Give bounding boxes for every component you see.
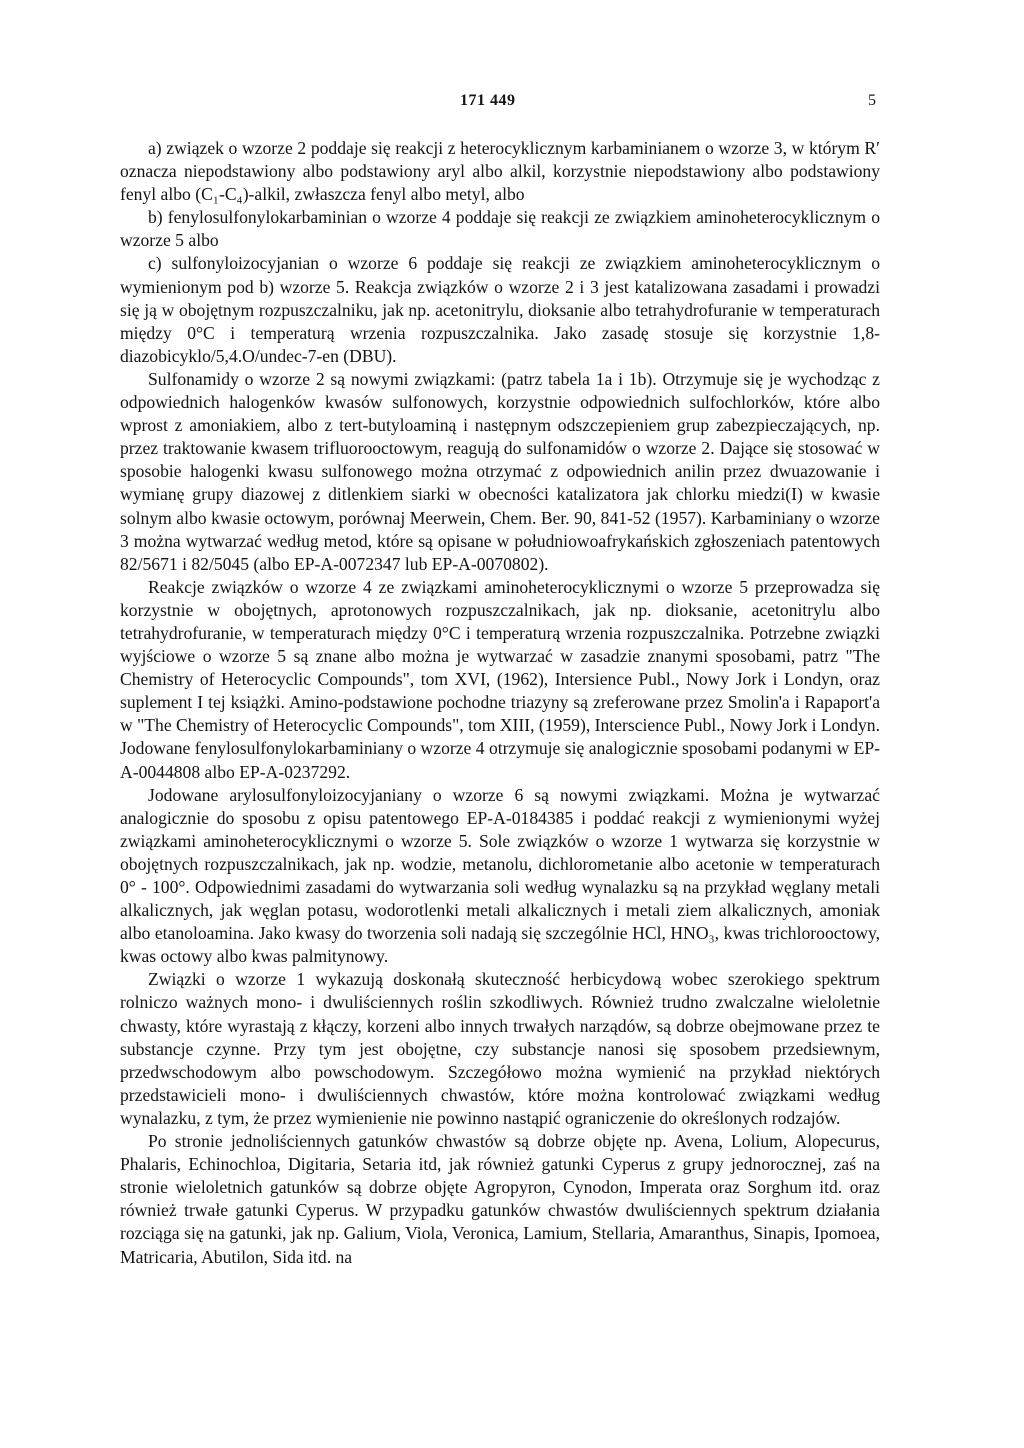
- paragraph-reactions: Reakcje związków o wzorze 4 ze związkami aminoheterocyklicznymi o wzorze 5 przeprowadza się korzystnie w obojętnych, aprotonowych rozpuszczalnikach, jak np. dioksanie, acetonitrylu albo tetrahydrofuranie, w temperaturach między 0°C i temperaturą wrzenia rozpuszczalnika. Potrzebne związki wyjściowe o wzorze 5 są znane albo można je wytwarzać w zasadzie znanymi sposobami, patrz "The Chemistry of Heterocyclic Compounds", tom XVI, (1962), Intersience Publ., Nowy Jork i Londyn, oraz suplement I tej książki. Amino-podstawione pochodne triazyny są zreferowane przez Smolin'a i Rapaport'a w "The Chemistry of Heterocyclic Compounds", tom XIII, (1959), Interscience Publ., Nowy Jork i Londyn. Jodowane fenylosulfonylokarbaminiany o wzorze 4 otrzymuje się analogicznie sposobami podanymi w EP-A-0044808 albo EP-A-0237292.: [120, 576, 880, 782]
- document-body: [120, 137, 880, 1269]
- page-header: [0, 92, 1024, 116]
- patent-number: 171 449: [460, 92, 516, 109]
- paragraph-weed-species: Po stronie jednoliściennych gatunków chwastów są dobrze objęte np. Avena, Lolium, Alopecurus, Phalaris, Echinochloa, Digitaria, Setaria itd, jak również gatunki Cyperus z grupy jednorocznej, zaś na stronie wieloletnich gatunków są dobrze objęte Agropyron, Cynodon, Imperata oraz Sorghum itd. oraz również trwałe gatunki Cyperus. W przypadku gatunków chwastów dwuliściennych spektrum działania rozciąga się na gatunki, jak np. Galium, Viola, Veronica, Lamium, Stellaria, Amaranthus, Sinapis, Ipomoea, Matricaria, Abutilon, Sida itd. na: [120, 1131, 880, 1267]
- paragraph-variant-c: c) sulfonyloizocyjanian o wzorze 6 poddaje się reakcji ze związkiem aminoheterocyklicznym o wymienionym pod b) wzorze 5. Reakcja związków o wzorze 2 i 3 jest katalizowana zasadami i prowadzi się ją w obojętnym rozpuszczalniku, jak np. acetonitrylu, dioksanie albo tetrahydrofuranie w temperaturach między 0°C i temperaturą wrzenia rozpuszczalnika. Jako zasadę stosuje się korzystnie 1,8-diazobicyklo/5,4.O/undec-7-en (DBU).: [120, 253, 880, 366]
- paragraph-variant-b: b) fenylosulfonylokarbaminian o wzorze 4 poddaje się reakcji ze związkiem aminoheterocyklicznym o wzorze 5 albo: [120, 207, 880, 251]
- paragraph-sulfonamides: Sulfonamidy o wzorze 2 są nowymi związkami: (patrz tabela 1a i 1b). Otrzymuje się je wychodząc z odpowiednich halogenków kwasów sulfonowych, korzystnie odpowiednich sulfochlorków, które albo wprost z amoniakiem, albo z tert-butyloaminą i następnym odszczepieniem grup zabezpieczających, np. przez traktowanie kwasem trifluorooctowym, reagują do sulfonamidów o wzorze 2. Dające się stosować w sposobie halogenki kwasu sulfonowego można otrzymać z odpowiednich anilin przez dwuazowanie i wymianę grupy diazowej z ditlenkiem siarki w obecności katalizatora jak chlorku miedzi(I) w kwasie solnym albo kwasie octowym, porównaj Meerwein, Chem. Ber. 90, 841-52 (1957). Karbaminiany o wzorze 3 można wytwarzać według metod, które są opisane w południowoafrykańskich zgłoszeniach patentowych 82/5671 i 82/5045 (albo EP-A-0072347 lub EP-A-0070802).: [120, 368, 880, 574]
- paragraph-herbicidal-activity: Związki o wzorze 1 wykazują doskonałą skuteczność herbicydową wobec szerokiego spektrum rolniczo ważnych mono- i dwuliściennych roślin szkodliwych. Również trudno zwalczalne wieloletnie chwasty, które wyrastają z kłączy, korzeni albo innych trwałych narządów, są dobrze obejmowane przez te substancje czynne. Przy tym jest obojętne, czy substancje nanosi się sposobem przedsiewnym, przedwschodowym albo powschodowym. Szczegółowo można wymienić na przykład niektórych przedstawicieli mono- i dwuliściennych chwastów, które można kontrolować związkami według wynalazku, z tym, że przez wymienienie nie powinno nastąpić ograniczenie do określonych rodzajów.: [120, 969, 880, 1128]
- paragraph-isocyanates: Jodowane arylosulfonyloizocyjaniany o wzorze 6 są nowymi związkami. Można je wytwarzać analogicznie do sposobu z opisu patentowego EP-A-0184385 i poddać reakcji z wymienionymi wyżej związkami aminoheterocyklicznymi o wzorze 5. Sole związków o wzorze 1 wytwarza się korzystnie w obojętnych rozpuszczalnikach, jak np. wodzie, metanolu, dichlorometanie albo acetonie w temperaturach 0° - 100°. Odpowiednimi zasadami do wytwarzania soli według wynalazku są na przykład węglany metali alkalicznych, jak węglan potasu, wodorotlenki metali alkalicznych i metali ziem alkalicznych, amoniak albo etanoloamina. Jako kwasy do tworzenia soli nadają się szczególnie HCl, HNO₃, kwas trichlorooctowy, kwas octowy albo kwas palmitynowy.: [120, 784, 880, 967]
- page-number: 5: [868, 92, 876, 109]
- paragraph-variant-a: a) związek o wzorze 2 poddaje się reakcji z heterocyklicznym karbaminianem o wzorze 3, w którym R′ oznacza niepodstawiony albo podstawiony aryl albo alkil, korzystnie niepodstawiony albo podstawiony fenyl albo (C₁-C₄)-alkil, zwłaszcza fenyl albo metyl, albo: [120, 138, 880, 205]
